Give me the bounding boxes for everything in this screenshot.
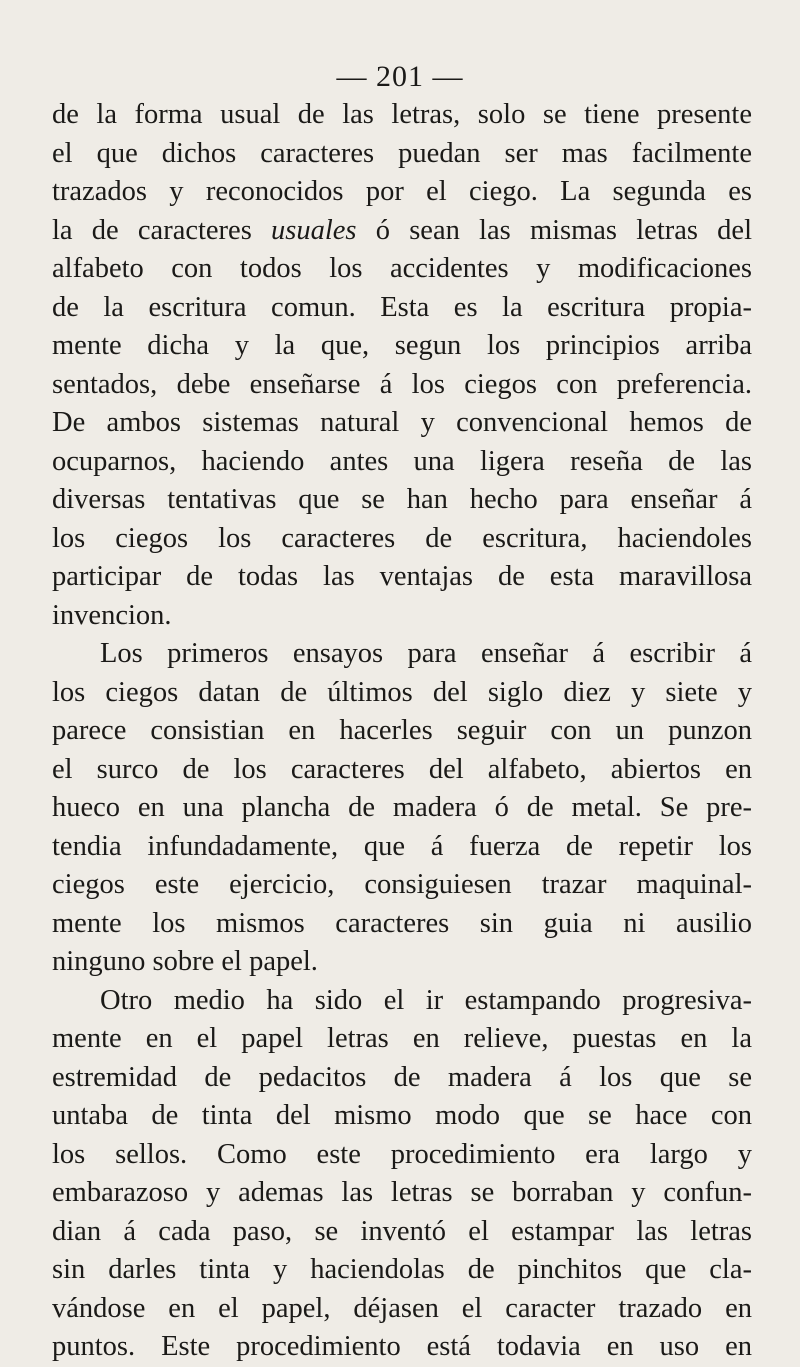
text-line: parece consistian en hacerles seguir con un punzon	[52, 715, 752, 746]
text-line: De ambos sistemas natural y convencional hemos de	[52, 407, 752, 438]
text-line: los ciegos los caracteres de escritura, haciendoles	[52, 522, 752, 554]
text-line: los sellos. Como este procedimiento era largo y	[52, 1138, 752, 1170]
text-line	[52, 212, 752, 251]
text-line: Los primeros ensayos para enseñar á escribir á	[100, 638, 752, 669]
text-segment: la de caracteres	[52, 214, 272, 246]
text-line: participar de todas las ventajas de esta maravillosa	[52, 561, 752, 592]
text-line: los ciegos datan de últimos del siglo diez y siete y	[52, 676, 752, 708]
text-line: de la forma usual de las letras, solo se tiene presente	[52, 99, 752, 130]
text-line: invencion.	[52, 599, 172, 631]
text-segment: ó sean las mismas letras del	[356, 214, 752, 246]
text-line: mente en el papel letras en relieve, puestas en la	[52, 1023, 752, 1054]
text-line: ninguno sobre el papel.	[52, 946, 318, 977]
text-line: alfabeto con todos los accidentes y modificaciones	[52, 253, 752, 284]
text-line: hueco en una plancha de madera ó de metal. Se pre-	[52, 792, 752, 823]
text-line: untaba de tinta del mismo modo que se hace con	[52, 1100, 752, 1131]
body-text	[52, 96, 752, 1367]
text-line: vándose en el papel, déjasen el caracter trazado en	[52, 1292, 752, 1324]
text-line: dian á cada paso, se inventó el estampar las letras	[52, 1215, 752, 1247]
text-line: sentados, debe enseñarse á los ciegos con preferencia.	[52, 368, 752, 400]
text-line: tendia infundadamente, que á fuerza de repetir los	[52, 830, 752, 862]
page-number: — 201 —	[336, 60, 464, 93]
text-line: Otro medio ha sido el ir estampando progresiva-	[100, 984, 752, 1016]
text-line: estremidad de pedacitos de madera á los que se	[52, 1061, 752, 1093]
text-line: mente dicha y la que, segun los principios arriba	[52, 330, 752, 361]
italic-word: usuales	[271, 214, 357, 246]
text-line: diversas tentativas que se han hecho para enseñar á	[52, 484, 752, 515]
text-line: ocuparnos, haciendo antes una ligera reseña de las	[52, 445, 752, 477]
text-line: mente los mismos caracteres sin guia ni ausilio	[52, 907, 752, 939]
text-line: el surco de los caracteres del alfabeto, abiertos en	[52, 753, 752, 785]
text-line: de la escritura comun. Esta es la escritura propia-	[52, 291, 752, 323]
text-line: embarazoso y ademas las letras se borraban y confun-	[52, 1177, 752, 1208]
text-line: sin darles tinta y haciendolas de pinchitos que cla-	[52, 1254, 752, 1285]
text-line: ciegos este ejercicio, consiguiesen trazar maquinal-	[52, 869, 752, 900]
text-line: puntos. Este procedimiento está todavia en uso en	[52, 1331, 752, 1362]
text-line: trazados y reconocidos por el ciego. La segunda es	[52, 176, 752, 207]
text-line: el que dichos caracteres puedan ser mas facilmente	[52, 137, 752, 169]
